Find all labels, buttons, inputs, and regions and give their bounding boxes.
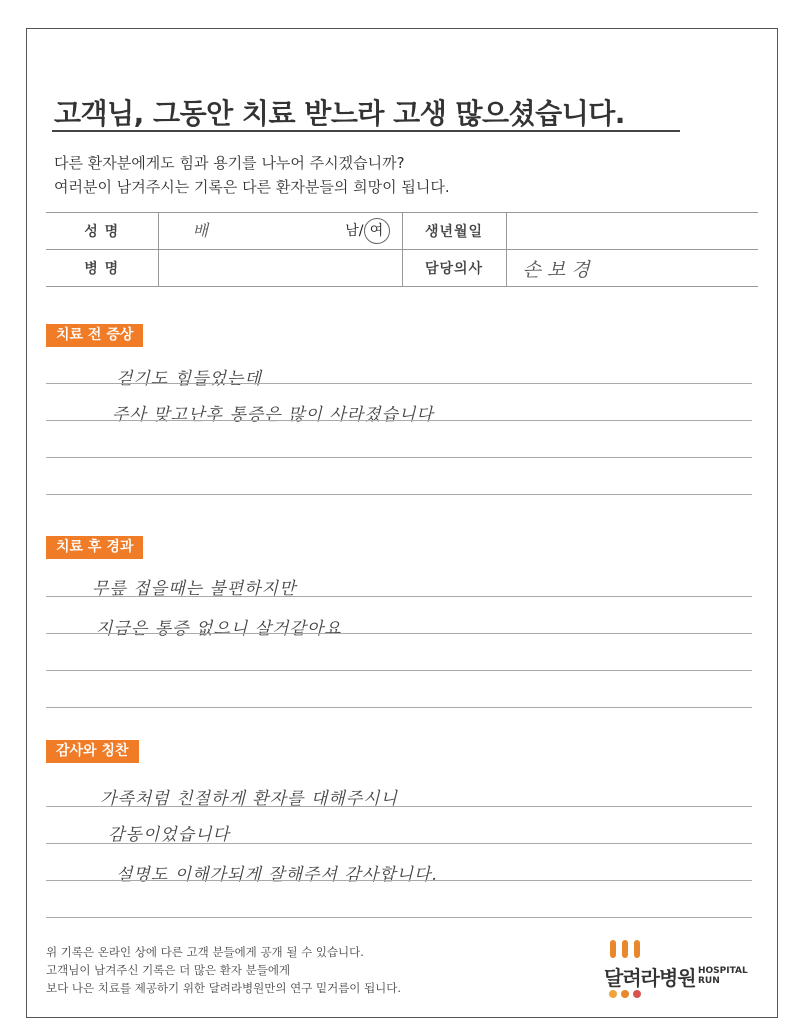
title-underline (52, 130, 680, 132)
thanks-line-1: 가족처럼 친절하게 환자를 대해주시니 (100, 789, 398, 809)
logo-exclaim-icon (634, 940, 640, 958)
disease-value[interactable] (158, 250, 402, 287)
logo-exclaim-icon (622, 940, 628, 958)
writing-rule (46, 880, 752, 881)
section-badge-thanks: 감사와 칭찬 (46, 740, 139, 763)
doctor-cell[interactable] (506, 250, 758, 287)
logo-name: 달려라병원 (604, 966, 696, 990)
before-line-2: 주사 맞고난후 통증은 많이 사라졌습니다 (112, 405, 434, 425)
section-badge-before: 치료 전 증상 (46, 324, 143, 347)
name-label: 성 명 (46, 213, 158, 250)
footer-line-1: 위 기록은 온라인 상에 다른 고객 분들에게 공개 될 수 있습니다. (46, 945, 364, 959)
logo-dot-icon (621, 990, 629, 998)
writing-rule (46, 420, 752, 421)
logo-english-line-2: RUN (698, 976, 720, 986)
writing-rule (46, 633, 752, 634)
subtitle-line-2: 여러분이 남겨주시는 기록은 다른 환자분들의 희망이 됩니다. (54, 178, 450, 196)
logo-english (698, 966, 748, 986)
name-cell[interactable] (158, 213, 402, 250)
gender-male-option[interactable]: 남 (345, 223, 359, 239)
writing-rule (46, 707, 752, 708)
before-line-1: 걷기도 힘들었는데 (116, 369, 262, 389)
writing-rule (46, 494, 752, 495)
gender-female-option-circled[interactable]: 여 (364, 218, 390, 244)
info-row-name (46, 213, 758, 250)
logo-exclaim-icon (610, 940, 616, 958)
footer-line-3: 보다 나은 치료를 제공하기 위한 달려라병원만의 연구 밑거름이 됩니다. (46, 981, 402, 995)
writing-rule (46, 843, 752, 844)
writing-rule (46, 917, 752, 918)
name-value: 배 (192, 221, 208, 240)
writing-rule (46, 806, 752, 807)
footer-line-2: 고객님이 남겨주신 기록은 더 많은 환자 분들에게 (46, 963, 291, 977)
logo-english-line-1: HOSPITAL (698, 966, 748, 976)
form-title: 고객님, 그동안 치료 받느라 고생 많으셨습니다. (54, 97, 625, 130)
writing-rule (46, 383, 752, 384)
thanks-line-3: 설명도 이해가되게 잘해주셔 감사합니다. (116, 865, 438, 885)
writing-rule (46, 670, 752, 671)
writing-rule (46, 457, 752, 458)
after-line-2: 지금은 통증 없으니 살거같아요 (96, 619, 342, 639)
birth-label: 생년월일 (402, 213, 506, 250)
subtitle-line-1: 다른 환자분에게도 힘과 용기를 나누어 주시겠습니까? (54, 154, 405, 172)
doctor-value: 손보경 (522, 258, 596, 281)
after-line-1: 무릎 접을때는 불편하지만 (92, 579, 297, 599)
writing-rule (46, 596, 752, 597)
gender-selector[interactable]: 남/ 여 (345, 218, 389, 244)
logo-dot-icon (609, 990, 617, 998)
hospital-logo (596, 934, 756, 1004)
logo-dot-icon (633, 990, 641, 998)
birth-value[interactable] (506, 213, 758, 250)
info-row-disease (46, 250, 758, 287)
doctor-label: 담당의사 (402, 250, 506, 287)
thanks-line-2: 감동이었습니다 (108, 825, 230, 845)
section-badge-after: 치료 후 경과 (46, 536, 143, 559)
patient-info-table (46, 212, 758, 287)
disease-label: 병 명 (46, 250, 158, 287)
